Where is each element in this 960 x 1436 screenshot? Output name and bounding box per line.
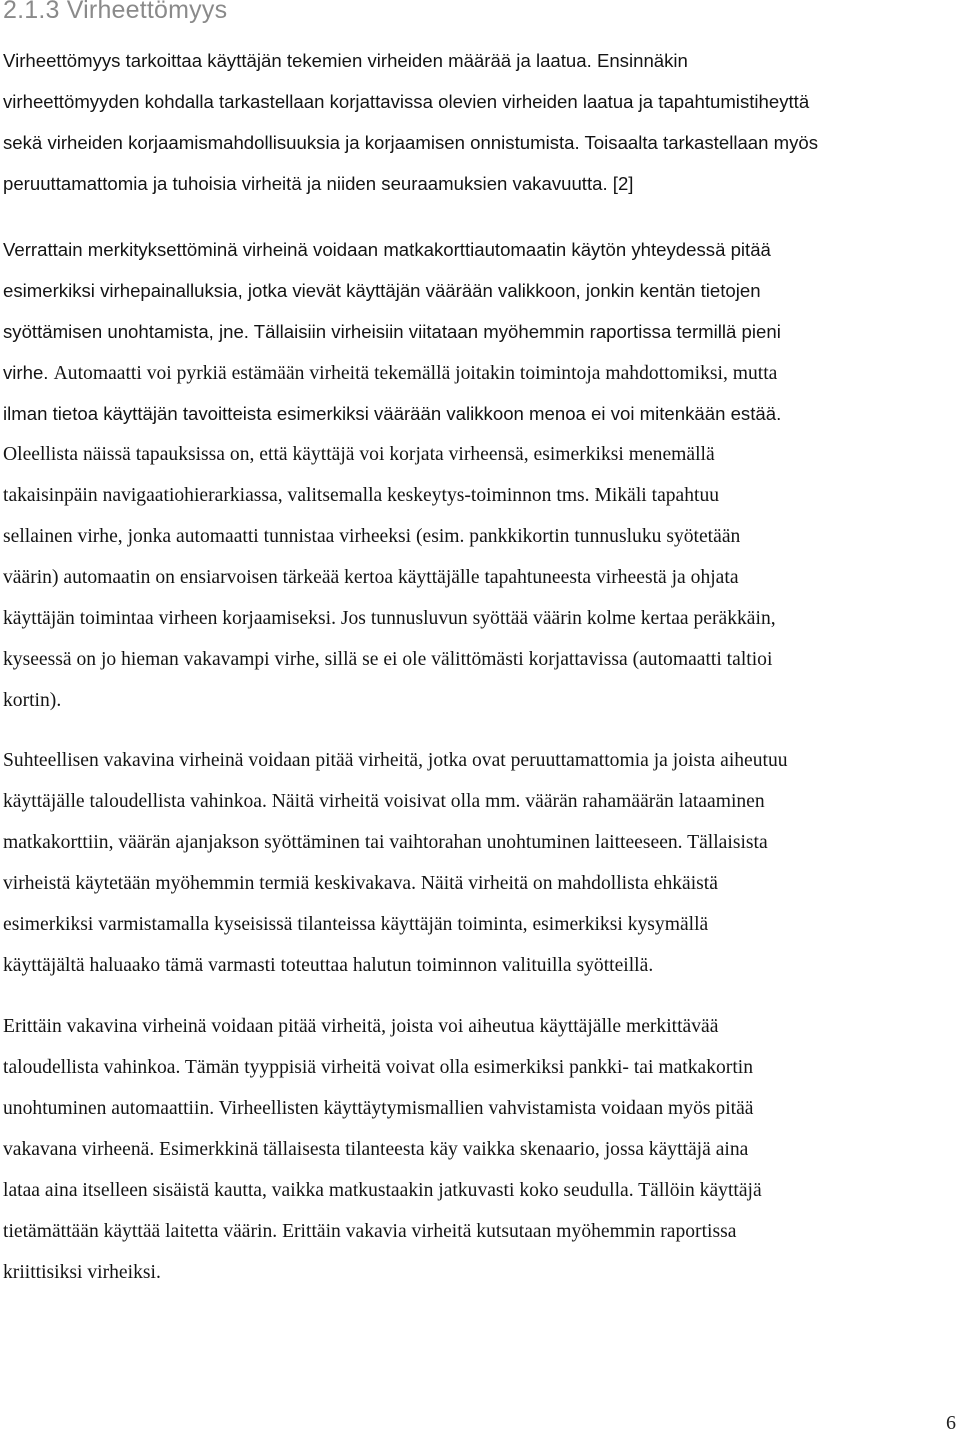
text-segment: Oleellista näissä tapauksissa on, että käyttäjä voi korjata virheensä, esimerkiksi menemällä bbox=[3, 444, 715, 465]
text-line bbox=[3, 1211, 957, 1252]
text-line bbox=[3, 740, 957, 781]
text-segment: virhe. bbox=[3, 362, 54, 383]
text-line bbox=[3, 393, 957, 434]
text-line bbox=[3, 311, 957, 352]
text-line bbox=[3, 163, 957, 204]
text-segment: syöttämisen unohtamista, jne. Tällaisiin virheisiin viitataan myöhemmin raportissa termillä pieni bbox=[3, 321, 781, 342]
section-heading: 2.1.3 Virheettömyys bbox=[3, 0, 228, 24]
text-line bbox=[3, 352, 957, 393]
text-line bbox=[3, 904, 957, 945]
text-segment: Automaatti voi pyrkiä estämään virheitä tekemällä joitakin toimintoja mahdottomiksi, mutta bbox=[53, 363, 778, 384]
text-segment: ilman tietoa käyttäjän tavoitteista esimerkiksi väärään valikkoon menoa ei voi mitenkään estää. bbox=[3, 403, 782, 424]
text-segment: käyttäjän toimintaa virheen korjaamiseksi. Jos tunnusluvun syöttää väärin kolme kertaa peräkkäin, bbox=[3, 608, 776, 629]
text-segment: käyttäjälle taloudellista vahinkoa. Näitä virheitä voisivat olla mm. väärän rahamäärän lataaminen bbox=[3, 791, 765, 812]
page-number: 6 bbox=[946, 1412, 956, 1434]
text-line bbox=[3, 270, 957, 311]
text-line bbox=[3, 863, 957, 904]
text-line bbox=[3, 1088, 957, 1129]
text-segment: väärin) automaatin on ensiarvoisen tärkeää kertoa käyttäjälle tapahtuneesta virheestä ja ohjata bbox=[3, 567, 739, 588]
text-line bbox=[3, 1006, 957, 1047]
text-segment: esimerkiksi virhepainalluksia, jotka vievät käyttäjän väärään valikkoon, jonkin kentän tietojen bbox=[3, 280, 761, 301]
paragraph bbox=[3, 40, 957, 204]
text-line bbox=[3, 516, 957, 557]
text-segment: Virheettömyys tarkoittaa käyttäjän tekemien virheiden määrää ja laatua. Ensinnäkin bbox=[3, 50, 688, 71]
text-segment: kortin). bbox=[3, 690, 62, 711]
text-line bbox=[3, 40, 957, 81]
text-segment: esimerkiksi varmistamalla kyseisissä tilanteissa käyttäjän toiminta, esimerkiksi kysymällä bbox=[3, 914, 709, 935]
text-line bbox=[3, 1252, 957, 1293]
text-segment: matkakorttiin, väärän ajanjakson syöttäminen tai vaihtorahan unohtuminen laitteeseen. Tällaisista bbox=[3, 832, 768, 853]
text-segment: käyttäjältä haluaako tämä varmasti toteuttaa halutun toiminnon valituilla syötteillä. bbox=[3, 955, 654, 976]
text-segment: peruuttamattomia ja tuhoisia virheitä ja niiden seuraamuksien vakavuutta. [2] bbox=[3, 173, 634, 194]
text-segment: Suhteellisen vakavina virheinä voidaan pitää virheitä, jotka ovat peruuttamattomia ja joista aiheutuu bbox=[3, 750, 788, 771]
text-segment: vakavana virheenä. Esimerkkinä tällaisesta tilanteesta käy vaikka skenaario, jossa käyttäjä aina bbox=[3, 1139, 749, 1160]
text-segment: taloudellista vahinkoa. Tämän tyyppisiä virheitä voivat olla esimerkiksi pankki- tai matkakortin bbox=[3, 1057, 754, 1078]
text-line bbox=[3, 1170, 957, 1211]
text-line bbox=[3, 475, 957, 516]
text-line bbox=[3, 1047, 957, 1088]
text-line bbox=[3, 945, 957, 986]
text-line bbox=[3, 122, 957, 163]
text-line bbox=[3, 680, 957, 721]
text-segment: Erittäin vakavina virheinä voidaan pitää virheitä, joista voi aiheutua käyttäjälle merkittävää bbox=[3, 1016, 719, 1037]
text-segment: kriittisiksi virheiksi. bbox=[3, 1262, 161, 1283]
text-segment: lataa aina itselleen sisäistä kautta, vaikka matkustaakin jatkuvasti koko seudulla. Tällöin käyttäjä bbox=[3, 1180, 762, 1201]
text-line bbox=[3, 781, 957, 822]
text-line bbox=[3, 598, 957, 639]
paragraph bbox=[3, 229, 957, 721]
text-segment: sekä virheiden korjaamismahdollisuuksia ja korjaamisen onnistumista. Toisaalta tarkastellaan myös bbox=[3, 132, 819, 153]
text-segment: sellainen virhe, jonka automaatti tunnistaa virheeksi (esim. pankkikortin tunnusluku syötetään bbox=[3, 526, 741, 547]
text-line bbox=[3, 229, 957, 270]
text-line bbox=[3, 822, 957, 863]
paragraph bbox=[3, 740, 957, 986]
text-segment: unohtuminen automaattiin. Virheellisten käyttäytymismallien vahvistamista voidaan myös pitää bbox=[3, 1098, 754, 1119]
text-line bbox=[3, 557, 957, 598]
text-segment: takaisinpäin navigaatiohierarkiassa, valitsemalla keskeytys-toiminnon tms. Mikäli tapahtuu bbox=[3, 485, 720, 506]
text-line bbox=[3, 639, 957, 680]
text-segment: virheistä käytetään myöhemmin termiä keskivakava. Näitä virheitä on mahdollista ehkäistä bbox=[3, 873, 718, 894]
text-segment: Verrattain merkityksettöminä virheinä voidaan matkakorttiautomaatin käytön yhteydessä pitää bbox=[3, 239, 771, 260]
paragraph bbox=[3, 1006, 957, 1293]
text-line bbox=[3, 434, 957, 475]
text-segment: virheettömyyden kohdalla tarkastellaan korjattavissa olevien virheiden laatua ja tapahtumistiheyttä bbox=[3, 91, 810, 112]
text-line bbox=[3, 81, 957, 122]
text-segment: kyseessä on jo hieman vakavampi virhe, sillä se ei ole välittömästi korjattavissa (automaatti taltioi bbox=[3, 649, 773, 670]
text-segment: tietämättään käyttää laitetta väärin. Erittäin vakavia virheitä kutsutaan myöhemmin raportissa bbox=[3, 1221, 737, 1242]
text-line bbox=[3, 1129, 957, 1170]
